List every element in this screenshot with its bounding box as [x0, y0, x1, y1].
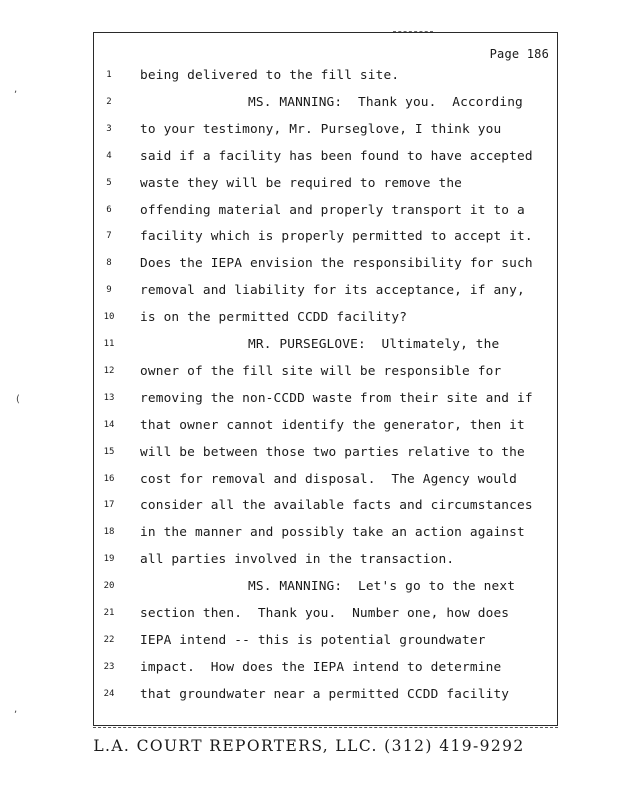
line-number: 2 — [106, 96, 112, 107]
line-number: 19 — [103, 554, 115, 565]
line-number: 21 — [103, 608, 115, 618]
line-number: 13 — [103, 392, 115, 403]
line-text: facility which is properly permitted to accept it. — [140, 229, 533, 245]
line-text: cost for removal and disposal. The Agency would — [140, 471, 518, 487]
line-text: being delivered to the fill site. — [140, 68, 400, 83]
line-text: consider all the available facts and circumstances — [140, 498, 533, 514]
line-number: 17 — [103, 500, 115, 511]
line-number: 4 — [106, 150, 112, 161]
line-number: 16 — [103, 473, 115, 484]
line-text: MR. PURSEGLOVE: Ultimately, the — [248, 337, 500, 352]
transcript-line — [94, 176, 559, 203]
transcript-line — [94, 525, 559, 552]
line-text: will be between those two parties relative to the — [140, 444, 525, 460]
line-number: 9 — [106, 285, 112, 296]
transcript-line — [94, 445, 559, 472]
line-number: 1 — [106, 70, 112, 80]
line-number: 10 — [103, 312, 115, 323]
transcript-line — [94, 203, 559, 230]
line-number: 24 — [103, 688, 115, 699]
line-number: 5 — [106, 177, 112, 188]
transcript-line — [94, 68, 559, 95]
transcript-page-frame — [93, 32, 558, 726]
line-number: 12 — [103, 365, 115, 376]
transcript-line — [94, 498, 559, 525]
transcript-line — [94, 310, 559, 337]
transcript-line — [94, 122, 559, 149]
line-number: 14 — [103, 419, 115, 430]
transcript-line — [94, 579, 559, 606]
margin-mark: , — [14, 84, 18, 95]
margin-mark: , — [14, 704, 18, 715]
line-text: in the manner and possibly take an action against — [140, 525, 525, 541]
transcript-line — [94, 149, 559, 176]
court-reporter-footer: L.A. COURT REPORTERS, LLC. (312) 419-9292 — [93, 737, 525, 755]
line-text: owner of the fill site will be responsible for — [140, 363, 502, 379]
line-number: 11 — [103, 339, 115, 349]
line-number: 20 — [103, 581, 115, 592]
transcript-line — [94, 256, 559, 283]
line-text: said if a facility has been found to have accepted — [140, 148, 533, 164]
transcript-line — [94, 337, 559, 364]
transcript-line — [94, 95, 559, 122]
line-text: removal and liability for its acceptance, if any, — [140, 283, 525, 299]
line-text: waste they will be required to remove the — [140, 175, 463, 191]
line-number: 22 — [103, 634, 115, 645]
transcript-line — [94, 633, 559, 660]
transcript-line — [94, 418, 559, 445]
line-text: MS. MANNING: Let's go to the next — [248, 579, 516, 595]
transcript-line — [94, 660, 559, 687]
line-number: 8 — [106, 258, 112, 269]
page-number: Page 186 — [489, 47, 549, 61]
transcript-line — [94, 391, 559, 418]
transcript-line — [94, 283, 559, 310]
line-number: 18 — [103, 527, 115, 538]
line-text: Does the IEPA envision the responsibility for such — [140, 256, 533, 272]
line-text: all parties involved in the transaction. — [140, 552, 455, 568]
transcript-line — [94, 229, 559, 256]
line-number: 7 — [106, 231, 112, 242]
transcript-line — [94, 606, 559, 633]
transcript-line — [94, 552, 559, 579]
transcript-line — [94, 472, 559, 499]
line-text: impact. How does the IEPA intend to determine — [140, 659, 502, 675]
line-text: section then. Thank you. Number one, how does — [140, 606, 510, 621]
line-text: removing the non-CCDD waste from their site and if — [140, 390, 533, 406]
line-number: 3 — [106, 123, 112, 134]
line-text: IEPA intend -- this is potential groundwater — [140, 632, 486, 648]
line-number: 6 — [106, 204, 112, 215]
line-text: is on the permitted CCDD facility? — [140, 310, 408, 326]
line-text: to your testimony, Mr. Purseglove, I think you — [140, 121, 502, 137]
line-text: MS. MANNING: Thank you. According — [248, 94, 523, 110]
line-text: that groundwater near a permitted CCDD facility — [140, 686, 510, 702]
line-text: offending material and properly transport it to a — [140, 202, 525, 218]
line-text: that owner cannot identify the generator, then it — [140, 417, 525, 433]
transcript-line — [94, 364, 559, 391]
line-number: 23 — [103, 661, 115, 672]
transcript-line — [94, 687, 559, 714]
line-number: 15 — [103, 446, 115, 457]
margin-mark: ( — [16, 394, 20, 405]
